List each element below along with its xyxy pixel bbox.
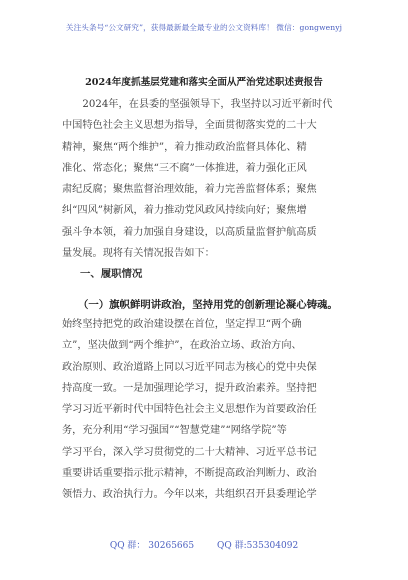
paragraph-line: 肃纪反腐；聚焦监督治理效能，着力完善监督体系；聚焦 xyxy=(62,184,317,196)
body-paragraph xyxy=(62,314,352,506)
paragraph-line: 重要讲话重要指示批示精神，不断提高政治判断力、政治 xyxy=(62,468,317,480)
paragraph-line: 务，充分利用“学习强国”“智慧党建”“网络学院”等 xyxy=(62,425,287,437)
footer-qq-group-2: QQ 群:535304092 xyxy=(216,541,299,551)
footer-qq-group-1: QQ 群： 30265665 xyxy=(109,541,195,551)
paragraph-line: 量发展。现将有关情况报告如下： xyxy=(62,248,215,260)
paragraph-line: 强斗争本领，着力加强自身建设，以高质量监督护航高质 xyxy=(62,226,317,238)
paragraph-line: 准化、常态化；聚焦“三不腐”一体推进，着力强化正风 xyxy=(62,162,307,174)
paragraph-line: 精神，聚焦“两个维护”，着力推动政治监督具体化、精 xyxy=(62,141,307,153)
intro-paragraph xyxy=(62,94,352,264)
paragraph-line: 纠“四风”树新风，着力推动党风政风持续向好；聚焦增 xyxy=(62,205,307,217)
paragraph-line: 学习习近平新时代中国特色社会主义思想作为首要政治任 xyxy=(62,404,317,416)
footer-contacts xyxy=(0,538,408,551)
paragraph-line: 立”，坚决做到“两个维护”，在政治立场、政治方向、 xyxy=(62,340,302,352)
subsection-heading: （一）旗帜鲜明讲政治，坚持用党的创新理论凝心铸魂。 xyxy=(78,299,338,311)
paragraph-line: 2024年，在县委的坚强领导下，我坚持以习近平新时代 xyxy=(62,99,333,110)
paragraph-line: 始终坚持把党的政治建设摆在首位，坚定捍卫“两个确 xyxy=(62,319,302,330)
document-title: 2024年度抓基层党建和落实全面从严治党述职述责报告 xyxy=(85,77,323,88)
section-heading: 一、履职情况 xyxy=(80,268,143,280)
header-banner: 关注头条号“公文研究”，获得最新最全最专业的公文资料库！ 微信：gongwenyj xyxy=(65,23,343,32)
paragraph-line: 中国特色社会主义思想为指导，全面贯彻落实党的二十大 xyxy=(62,120,317,132)
paragraph-line: 学习平台，深入学习贯彻党的二十大精神、习近平总书记 xyxy=(62,446,317,458)
paragraph-line: 政治原则、政治道路上同以习近平同志为核心的党中央保 xyxy=(62,361,317,373)
paragraph-line: 领悟力、政治执行力。今年以来，共组织召开县委理论学 xyxy=(62,489,317,501)
paragraph-line: 持高度一致。一是加强理论学习，提升政治素养。坚持把 xyxy=(62,382,317,394)
